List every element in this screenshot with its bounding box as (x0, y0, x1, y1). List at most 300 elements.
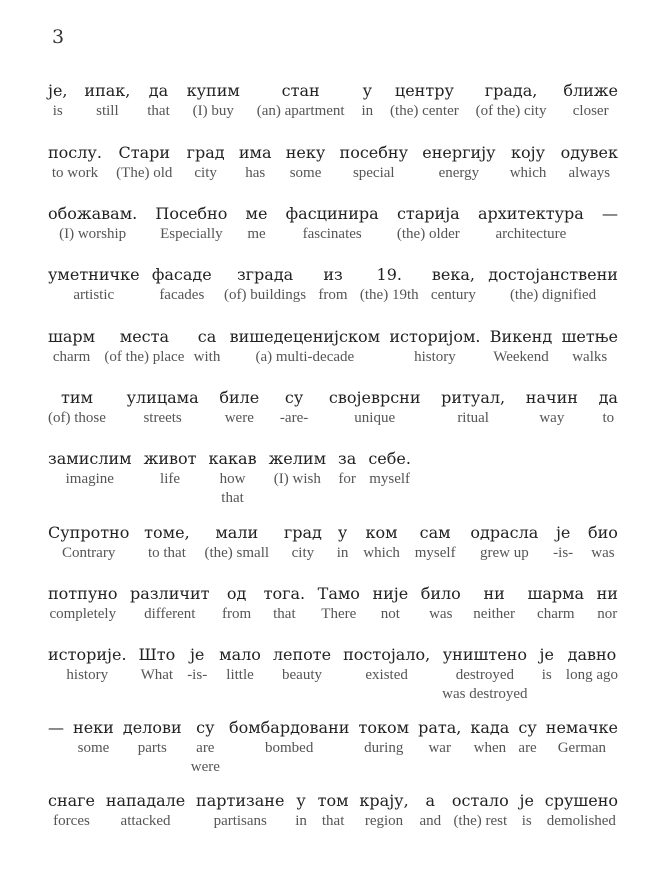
source-word: сам (419, 523, 451, 542)
source-word: ме (245, 204, 268, 223)
gloss-word: What (140, 667, 174, 683)
word-pair (318, 264, 347, 305)
source-word: енергију (422, 143, 496, 162)
word-pair (526, 387, 578, 428)
source-word: партизане (196, 791, 285, 810)
gloss-word: existed (365, 667, 408, 683)
word-pair (257, 80, 345, 121)
gloss-word: (the) dignified (509, 287, 597, 303)
word-pair (147, 80, 170, 121)
word-pair (478, 203, 584, 244)
source-word: уништено (442, 645, 527, 664)
gloss-word: life (160, 471, 181, 487)
source-word: тога. (263, 584, 306, 603)
gloss-word: me (247, 226, 266, 242)
source-word: улицама (126, 388, 199, 407)
gloss-word: from (318, 287, 348, 303)
gloss-word: during (364, 740, 404, 756)
gloss-word: some (289, 165, 322, 181)
gloss-word: neither (473, 606, 515, 622)
gloss-word: imagine (65, 471, 114, 487)
gloss-word: still (96, 103, 119, 119)
word-pair (48, 80, 68, 121)
source-word: различит (130, 584, 210, 603)
word-pair (48, 583, 118, 624)
gloss-word: bombed (265, 740, 314, 756)
gloss-word: ritual (457, 410, 489, 426)
word-pair (286, 203, 379, 244)
source-word: крају, (359, 791, 409, 810)
word-pair (273, 644, 331, 685)
source-word: у (362, 81, 373, 100)
source-word: шарм (48, 327, 96, 346)
source-word: живот (143, 449, 197, 468)
source-word: током (358, 718, 410, 737)
gloss-word: which (509, 165, 547, 181)
source-word: града, (484, 81, 538, 100)
word-pair (490, 326, 552, 367)
source-word: Викенд (489, 327, 553, 346)
word-pair (588, 522, 618, 563)
gloss-word: city (291, 545, 315, 561)
source-word: у (296, 791, 306, 810)
gloss-word: Especially (160, 226, 223, 242)
source-word: Стари (118, 143, 171, 162)
gloss-word: with (193, 349, 221, 365)
gloss-word: -is- (553, 545, 574, 561)
word-pair (470, 717, 509, 758)
word-pair (599, 387, 618, 428)
gloss-word: region (364, 813, 404, 829)
source-word: неки (73, 718, 114, 737)
word-pair (196, 790, 284, 831)
word-pair (358, 717, 409, 758)
source-word: је (189, 645, 205, 664)
word-pair (48, 448, 132, 489)
word-pair (360, 264, 419, 305)
word-pair (264, 583, 306, 624)
word-pair (48, 203, 137, 244)
gloss-word: were (224, 410, 254, 426)
word-pair (329, 387, 421, 428)
word-pair (48, 717, 64, 739)
gloss-word: in (361, 103, 374, 119)
source-word: одувек (560, 143, 618, 162)
word-pair (286, 142, 326, 183)
source-word: посебну (339, 143, 408, 162)
source-word: обожавам. (48, 204, 138, 223)
word-pair (510, 142, 547, 183)
gloss-word: to (602, 410, 615, 426)
word-pair (566, 644, 618, 685)
word-pair (540, 644, 554, 685)
gloss-word: has (245, 165, 266, 181)
gloss-word: nor (597, 606, 618, 622)
word-pair (104, 326, 184, 367)
gloss-word: (of the) city (475, 103, 547, 119)
word-pair (397, 203, 460, 244)
gloss-word: (of the) place (104, 349, 185, 365)
source-word: својеврсни (328, 388, 421, 407)
gloss-word: facades (159, 287, 205, 303)
word-pair (545, 790, 618, 831)
source-word: достојанствени (488, 265, 618, 284)
word-pair (389, 326, 480, 367)
word-pair (343, 644, 430, 685)
gloss-word: fascinates (302, 226, 362, 242)
word-pair (470, 522, 538, 563)
gloss-word: (an) apartment (256, 103, 345, 119)
gloss-word: (the) small (204, 545, 270, 561)
source-word: века, (431, 265, 475, 284)
word-pair (144, 448, 197, 489)
word-pair (553, 522, 573, 563)
source-word: када (470, 718, 510, 737)
gloss-word: (the) 19th (359, 287, 419, 303)
gloss-word: is (52, 103, 63, 119)
source-word: том (317, 791, 349, 810)
word-pair (239, 142, 272, 183)
source-word: Што (138, 645, 176, 664)
source-word: — (48, 718, 64, 737)
gloss-word: (a) multi-decade (255, 349, 355, 365)
gloss-word: was destroyed (442, 686, 528, 702)
interlinear-line (48, 583, 618, 624)
word-pair (318, 583, 360, 624)
page-number: 3 (52, 26, 65, 48)
source-word: ни (596, 584, 618, 603)
gloss-word: always (568, 165, 611, 181)
source-word: а (425, 791, 436, 810)
gloss-word: that (273, 606, 296, 622)
gloss-word: beauty (282, 667, 322, 683)
source-word: има (238, 143, 272, 162)
source-word: места (119, 327, 170, 346)
interlinear-line (48, 522, 618, 563)
source-word: је (519, 791, 534, 810)
source-word: мало (219, 645, 261, 664)
word-pair (48, 387, 106, 428)
word-pair (208, 448, 256, 508)
gloss-word: and (419, 813, 442, 829)
word-pair (318, 790, 349, 831)
gloss-word: are (196, 740, 215, 756)
gloss-word: charm (52, 349, 91, 365)
word-pair (363, 522, 400, 563)
source-word: су (196, 718, 215, 737)
source-word: није (372, 584, 409, 603)
word-pair (422, 142, 495, 183)
source-word: уметничке (48, 265, 140, 284)
word-pair (191, 717, 220, 777)
word-pair (441, 387, 505, 428)
word-pair (546, 717, 618, 758)
gloss-word: architecture (495, 226, 567, 242)
word-pair (219, 644, 261, 685)
source-word: су (284, 388, 304, 407)
word-pair (222, 583, 251, 624)
word-pair (361, 80, 373, 121)
gloss-word: is (521, 813, 532, 829)
gloss-word: history (66, 667, 109, 683)
source-word: ближе (563, 81, 618, 100)
gloss-word: were (190, 759, 220, 775)
source-word: мали (215, 523, 259, 542)
word-pair (527, 583, 584, 624)
source-word: град (283, 523, 322, 542)
gloss-word: Weekend (493, 349, 549, 365)
source-word: остало (451, 791, 509, 810)
gloss-word: (the) rest (453, 813, 508, 829)
word-pair (246, 203, 268, 244)
word-pair (138, 644, 175, 685)
word-pair (418, 717, 461, 758)
source-word: је, (48, 81, 68, 100)
word-pair (473, 583, 515, 624)
gloss-word: (the) older (396, 226, 460, 242)
source-word: град (186, 143, 225, 162)
gloss-word: (I) worship (59, 226, 127, 242)
gloss-word: that (321, 813, 345, 829)
gloss-word: little (226, 667, 254, 683)
source-word: зграда (236, 265, 294, 284)
gloss-word: are (518, 740, 537, 756)
source-word: себе. (368, 449, 411, 468)
gloss-word: not (380, 606, 400, 622)
word-pair (152, 264, 212, 305)
word-pair (452, 790, 509, 831)
word-pair (224, 264, 306, 305)
word-pair (561, 142, 618, 183)
source-word: ни (483, 584, 505, 603)
interlinear-line (48, 717, 618, 777)
word-pair (561, 326, 617, 367)
word-pair (421, 583, 461, 624)
interlinear-line (48, 142, 618, 183)
source-word: у (337, 523, 348, 542)
gloss-word: different (144, 606, 196, 622)
gloss-word: was (429, 606, 453, 622)
gloss-word: long ago (565, 667, 618, 683)
source-word: желим (268, 449, 327, 468)
gloss-word: destroyed (455, 667, 515, 683)
word-pair (340, 142, 408, 183)
source-word: центру (394, 81, 454, 100)
source-word: срушено (544, 791, 618, 810)
word-pair (144, 522, 189, 563)
word-pair (442, 644, 527, 704)
word-pair (476, 80, 547, 121)
word-pair (419, 790, 441, 831)
word-pair (73, 717, 114, 758)
gloss-word: when (473, 740, 507, 756)
gloss-word: myself (369, 471, 411, 487)
source-word: ком (365, 523, 398, 542)
word-pair (602, 203, 618, 225)
source-word: фасаде (151, 265, 212, 284)
gloss-word: (I) wish (273, 471, 321, 487)
interlinear-line (48, 448, 618, 508)
word-pair (219, 387, 259, 428)
gloss-word: some (77, 740, 110, 756)
source-word: Посебно (155, 204, 228, 223)
source-word: да (148, 81, 169, 100)
gloss-word: walks (572, 349, 608, 365)
word-pair (48, 790, 95, 831)
gloss-word: artistic (73, 287, 115, 303)
word-pair (194, 326, 221, 367)
source-word: давно (567, 645, 617, 664)
source-word: замислим (48, 449, 132, 468)
source-word: бомбардовани (228, 718, 350, 737)
interlinear-line (48, 644, 618, 704)
gloss-word: There (321, 606, 357, 622)
word-pair (48, 644, 127, 685)
source-word: вишедеценијском (229, 327, 381, 346)
gloss-word: unique (354, 410, 396, 426)
gloss-word: streets (143, 410, 182, 426)
source-word: Супротно (48, 523, 130, 542)
word-pair (295, 790, 307, 831)
gloss-word: -is- (187, 667, 208, 683)
word-pair (563, 80, 618, 121)
gloss-word: city (194, 165, 217, 181)
source-word: послу. (48, 143, 102, 162)
source-word: за (338, 449, 357, 468)
gloss-word: completely (49, 606, 117, 622)
source-word: неку (285, 143, 326, 162)
source-word: одрасла (470, 523, 539, 542)
word-pair (488, 264, 618, 305)
gloss-word: parts (137, 740, 167, 756)
gloss-word: charm (537, 606, 575, 622)
source-word: — (601, 204, 618, 223)
source-word: делови (122, 718, 182, 737)
source-word: биле (219, 388, 260, 407)
word-pair (372, 583, 408, 624)
source-word: је (555, 523, 571, 542)
interlinear-line (48, 790, 618, 831)
gloss-word: way (539, 410, 565, 426)
word-pair (116, 142, 172, 183)
gloss-word: in (295, 813, 307, 829)
word-pair (284, 522, 322, 563)
word-pair (269, 448, 326, 489)
source-word: Тамо (317, 584, 360, 603)
source-word: из (323, 265, 343, 284)
gloss-word: grew up (479, 545, 529, 561)
gloss-word: (I) buy (192, 103, 234, 119)
gloss-word: German (557, 740, 607, 756)
word-pair (187, 644, 207, 685)
gloss-word: century (430, 287, 476, 303)
source-word: 19. (376, 265, 402, 284)
gloss-word: to that (147, 545, 186, 561)
source-word: био (587, 523, 618, 542)
source-word: шетње (561, 327, 618, 346)
word-pair (359, 790, 408, 831)
source-word: немачке (545, 718, 618, 737)
word-pair (127, 387, 199, 428)
gloss-word: demolished (546, 813, 616, 829)
interlinear-line (48, 203, 618, 244)
gloss-word: myself (414, 545, 456, 561)
source-word: тим (60, 388, 93, 407)
gloss-word: was (591, 545, 615, 561)
word-pair (431, 264, 476, 305)
word-pair (520, 790, 534, 831)
interlinear-line (48, 80, 618, 121)
word-pair (280, 387, 308, 428)
gloss-word: Contrary (62, 545, 116, 561)
interlinear-line (48, 326, 618, 367)
source-word: историјом. (389, 327, 481, 346)
gloss-word: special (352, 165, 395, 181)
source-word: од (226, 584, 247, 603)
gloss-word: in (336, 545, 349, 561)
word-pair (106, 790, 185, 831)
word-pair (337, 522, 349, 563)
gloss-word: (The) old (116, 165, 173, 181)
source-word: постојало, (343, 645, 431, 664)
source-word: купим (186, 81, 240, 100)
word-pair (338, 448, 356, 489)
gloss-word: is (541, 667, 552, 683)
source-word: шарма (527, 584, 585, 603)
source-word: снаге (48, 791, 96, 810)
source-word: старија (396, 204, 460, 223)
word-pair (48, 326, 95, 367)
gloss-word: for (338, 471, 356, 487)
gloss-word: partisans (213, 813, 267, 829)
source-word: је (539, 645, 554, 664)
source-word: нападале (105, 791, 186, 810)
word-pair (230, 326, 380, 367)
word-pair (518, 717, 536, 758)
source-word: да (598, 388, 618, 407)
word-pair (187, 80, 240, 121)
gloss-word: (the) center (390, 103, 459, 119)
gloss-word: history (414, 349, 456, 365)
interlinear-line (48, 387, 618, 428)
gloss-word: which (363, 545, 400, 561)
source-word: какав (208, 449, 257, 468)
word-pair (48, 522, 129, 563)
word-pair (597, 583, 618, 624)
gloss-word: attacked (120, 813, 171, 829)
gloss-word: war (428, 740, 451, 756)
gloss-word: closer (572, 103, 609, 119)
source-word: са (197, 327, 217, 346)
source-word: историје. (48, 645, 127, 664)
word-pair (204, 522, 269, 563)
source-word: лепоте (272, 645, 332, 664)
source-word: фасцинира (285, 204, 379, 223)
gloss-word: -are- (279, 410, 309, 426)
source-word: рата, (418, 718, 462, 737)
gloss-word: how (219, 471, 246, 487)
word-pair (84, 80, 130, 121)
word-pair (48, 264, 140, 305)
gloss-word: energy (438, 165, 480, 181)
gloss-word: (of) those (48, 410, 106, 426)
interlinear-line (48, 264, 618, 305)
gloss-word: that (147, 103, 170, 119)
word-pair (123, 717, 182, 758)
gloss-word: forces (53, 813, 90, 829)
source-word: су (518, 718, 537, 737)
word-pair (368, 448, 411, 489)
